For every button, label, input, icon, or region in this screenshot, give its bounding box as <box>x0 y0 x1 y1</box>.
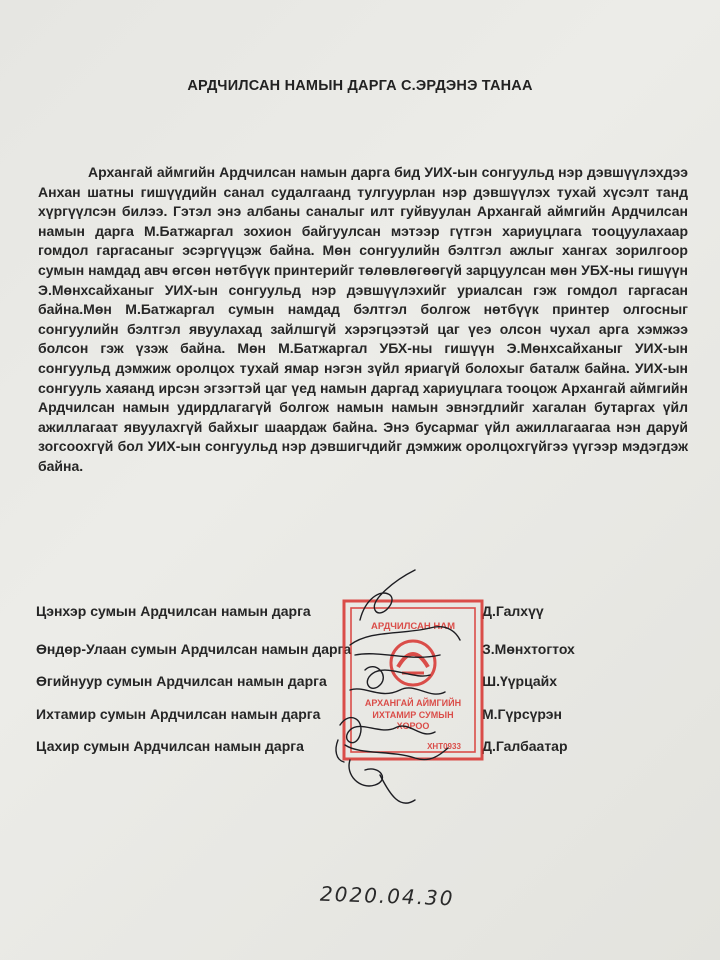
stamp-code: ХНТ0933 <box>427 742 461 751</box>
signatory-role: Цэнхэр сумын Ардчилсан намын дарга <box>36 603 311 619</box>
signatory-name: Д.Галхүү <box>482 603 544 619</box>
signatory-role: Өндөр-Улаан сумын Ардчилсан намын дарга <box>36 641 352 657</box>
document-body: Архангай аймгийн Ардчилсан намын дарга бид УИХ-ын сонгуульд нэр дэвшүүлэхдээ Анхан шатны гишүүдийн санал судалгаанд тулгуурлан нэр дэвшүүлэх тухай хүсэлт танд хүргүүлсэн билээ. Гэтэл энэ албаны саналыг илт гуйвуулан Архангай аймгийн Ардчилсан намын дарга М.Батжаргал зохион байгуулсан мэтээр гүтгэн хариуцлага тооцуулахаар гомдол гаргасаныг эсэргүүцэж байна. Мөн сонгуулийн бэлтгэл ажлыг хангах зорилгоор сумын намдад авч өгсөн нөтбүүк принтерийг төлөвлөгөөгүй зарцуулсан мөн УБХ-ны гишүүн Э.Мөнхсайханыг УИХ-ын сонгуульд нэр дэвшүүлэхийг уриалсан гэж гомдол гаргасан байна.Мөн М.Батжаргал сумын намдад бэлтгэл болгож нөтбүүк принтер олгосныг сонгуулийн бэлтгэл явуулахад зайлшгүй хэрэгцээтэй цаг үеэ олсон чухал арга хэмжээ болсон гэж үзэж байна. Мөн М.Батжаргал УБХ-ны гишүүн Э.Мөнхсайханыг УИХ-ын сонгуульд дэмжиж оролцох тухай ямар нэгэн зүйл яриагүй болохыг баталж байна. УИХ-ын сонгууль хаяанд ирсэн эгзэгтэй цаг үед намын даргад хариуцлага тооцож Архангай аймгийн Ардчилсан намын удирдлагагүй болгож намын намын эвнэгдлийг хагалан бутаргах үйл ажиллагаат явуулахгүй байхыг шаардаж байна. Энэ бусармаг үйл ажиллагаагаа нэн даруй зогсоохгүй бол УИХ-ын сонгуульд нэр дэвшигчдийг дэмжиж оролцохгүйгээ үүгээр мэдэгдэж байна. <box>38 164 688 474</box>
handwritten-signature <box>320 560 470 815</box>
handwritten-date: 2020.04.30 <box>319 881 455 911</box>
signatory-role: Цахир сумын Ардчилсан намын дарга <box>36 738 304 754</box>
stamp-top-text: АРДЧИЛСАН НАМ <box>370 621 456 632</box>
stamp-bottom-text-2: ИХТАМИР СУМЫН <box>372 710 454 720</box>
document-title: АРДЧИЛСАН НАМЫН ДАРГА С.ЭРДЭНЭ ТАНАА <box>187 78 533 94</box>
signatory-role: Өгийнуур сумын Ардчилсан намын дарга <box>36 673 327 689</box>
stamp-bottom-text-1: АРХАНГАЙ АЙМГИЙН <box>364 698 462 708</box>
signatory-role: Ихтамир сумын Ардчилсан намын дарга <box>36 706 321 722</box>
signatory-name: Д.Галбаатар <box>482 738 568 754</box>
signatory-name: М.Гүрсүрэн <box>482 706 562 722</box>
signatory-name: Ш.Үүрцайх <box>482 673 558 689</box>
signatory-name: З.Мөнхтогтох <box>482 641 575 657</box>
stamp-bottom-text-3: ХОРОО <box>396 721 430 731</box>
